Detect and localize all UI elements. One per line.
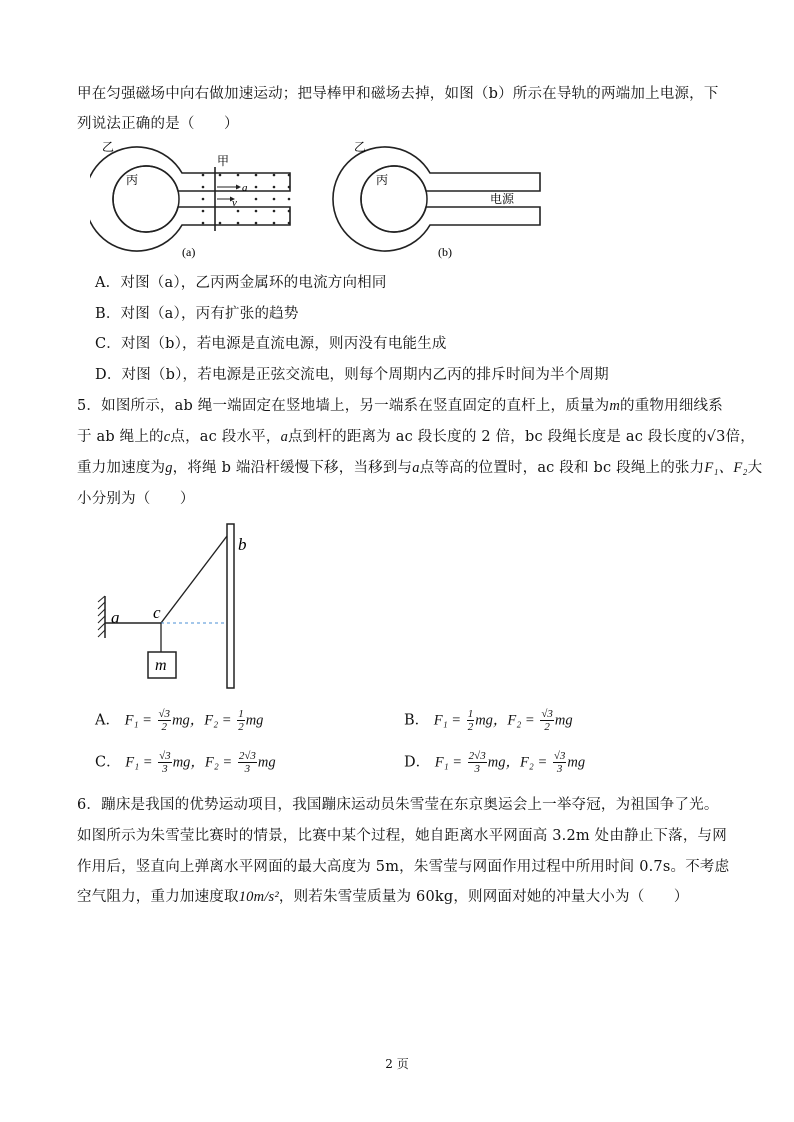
frac-den: 3 bbox=[162, 763, 168, 775]
q5-l3-g: g bbox=[165, 460, 173, 476]
option-a-frac-2 bbox=[237, 708, 245, 733]
q5-option-a bbox=[95, 708, 263, 733]
label-c: c bbox=[153, 603, 161, 622]
q5-option-b bbox=[404, 708, 573, 733]
q5-l3-text-2: ，将绳 b 端沿杆缓慢下移，当移到与 bbox=[172, 460, 413, 476]
q5-l3-text-3: 点等高的位置时，ac 段和 bc 段绳上的张力 bbox=[419, 460, 705, 476]
q5-l3-text: 重力加速度为 bbox=[77, 460, 166, 476]
label-a: a bbox=[111, 608, 120, 627]
frac-num: √3 bbox=[541, 708, 553, 720]
q4-option-a: A．对图（a），乙丙两金属环的电流方向相同 bbox=[95, 275, 387, 291]
q5-line-2 bbox=[77, 425, 755, 446]
option-d-frac-1 bbox=[468, 750, 487, 775]
option-c-f2: mg，F₂ = bbox=[172, 754, 233, 771]
q6-l4-text: 空气阻力，重力加速度取 bbox=[77, 889, 239, 905]
option-d-frac-2 bbox=[553, 750, 567, 775]
option-a-label: A． bbox=[95, 712, 120, 729]
option-b-frac-2 bbox=[540, 708, 554, 733]
label-source: 电源 bbox=[490, 192, 515, 206]
option-a-f1: F₁ = bbox=[124, 712, 152, 729]
q5-figure bbox=[95, 518, 255, 693]
q5-l2-c: c bbox=[163, 429, 171, 445]
label-b: b bbox=[238, 535, 247, 554]
q4-option-c: C．对图（b），若电源是直流电源，则丙没有电能生成 bbox=[95, 336, 447, 352]
q5-l2-text-3: 点到杆的距离为 ac 段长度的 2 倍，bc 段绳长度是 ac 段长度的√3倍， bbox=[288, 429, 755, 445]
page-number: 2 页 bbox=[385, 1057, 409, 1071]
q4-figure bbox=[90, 135, 550, 265]
q6-line-2: 如图所示为朱雪莹比赛时的情景，比赛中某个过程，她自距离水平网面高 3.2m 处由静止下落，与网 bbox=[77, 828, 727, 844]
option-a-end: mg bbox=[245, 712, 264, 729]
label-bing-a: 丙 bbox=[126, 173, 139, 187]
option-d-f1: F₁ = bbox=[434, 754, 463, 771]
q5-option-d bbox=[404, 750, 585, 775]
frac-num: 1 bbox=[467, 708, 474, 720]
caption-b: (b) bbox=[438, 245, 452, 259]
option-a-f2: mg，F₂ = bbox=[172, 712, 232, 729]
frac-den: 3 bbox=[244, 763, 251, 775]
q4-option-b: B．对图（a），丙有扩张的趋势 bbox=[95, 306, 299, 322]
frac-num: √3 bbox=[159, 750, 171, 762]
label-jia: 甲 bbox=[217, 154, 230, 168]
q6-line-3: 作用后，竖直向上弹离水平网面的最大高度为 5m，朱雪莹与网面作用过程中所用时间 0.7s。不考虑 bbox=[77, 859, 730, 875]
frac-den: 2 bbox=[161, 721, 168, 733]
frac-den: 3 bbox=[474, 763, 480, 775]
option-b-label: B． bbox=[404, 712, 430, 729]
q5-l3-f: F₁、F₂ bbox=[704, 460, 748, 476]
q6-l4-text-2: ，则若朱雪莹质量为 60kg，则网面对她的冲量大小为（ ） bbox=[278, 889, 689, 905]
frac-den: 3 bbox=[556, 763, 563, 775]
option-b-end: mg bbox=[554, 712, 573, 729]
label-vel: v bbox=[232, 197, 237, 209]
option-c-label: C． bbox=[95, 754, 121, 771]
option-d-label: D． bbox=[404, 754, 431, 771]
frac-den: 2 bbox=[544, 721, 550, 733]
q5-l2-text: 于 ab 绳上的 bbox=[77, 429, 164, 445]
option-c-frac-1 bbox=[158, 750, 172, 775]
q5-l3-text-4: 大 bbox=[747, 460, 763, 476]
option-d-end: mg bbox=[567, 754, 586, 771]
option-b-f2: mg，F₂ = bbox=[475, 712, 535, 729]
caption-a: (a) bbox=[182, 245, 196, 259]
q6-l4-gravity: 10m/s² bbox=[238, 889, 279, 905]
frac-den: 2 bbox=[467, 721, 474, 733]
q5-l1-m: m bbox=[609, 398, 621, 414]
q5-line-1 bbox=[77, 394, 723, 415]
q5-l1-text-2: 的重物用细线系 bbox=[620, 398, 723, 414]
frac-num: 2√3 bbox=[238, 750, 256, 762]
label-m: m bbox=[155, 657, 167, 674]
q5-l2-text-2: 点，ac 段水平， bbox=[170, 429, 281, 445]
frac-num: √3 bbox=[553, 750, 566, 762]
q6-line-4 bbox=[77, 885, 689, 906]
q5-l1-text: 5．如图所示，ab 绳一端固定在竖地墙上，另一端系在竖直固定的直杆上，质量为 bbox=[77, 398, 610, 414]
q6-line-1: 6．蹦床是我国的优势运动项目，我国蹦床运动员朱雪莹在东京奥运会上一举夺冠，为祖国争了光。 bbox=[77, 797, 719, 813]
q5-l2-a: a bbox=[280, 429, 289, 445]
frac-num: 1 bbox=[238, 708, 244, 720]
q5-option-c bbox=[95, 750, 276, 775]
figure-a bbox=[90, 140, 290, 259]
label-yi-b: 乙 bbox=[354, 140, 367, 154]
figure-b bbox=[333, 140, 540, 259]
q5-line-3 bbox=[77, 456, 762, 477]
option-c-end: mg bbox=[257, 754, 276, 771]
option-a-frac-1 bbox=[158, 708, 172, 733]
frac-den: 2 bbox=[238, 721, 244, 733]
label-bing-b: 丙 bbox=[376, 173, 389, 187]
q4-line-2: 列说法正确的是（ ） bbox=[77, 116, 239, 132]
option-b-frac-1 bbox=[467, 708, 475, 733]
option-b-f1: F₁ = bbox=[433, 712, 462, 729]
frac-num: 2√3 bbox=[468, 750, 486, 762]
option-c-frac-2 bbox=[238, 750, 257, 775]
q5-line-4: 小分别为（ ） bbox=[77, 491, 195, 507]
label-acc: a bbox=[242, 182, 248, 194]
frac-num: √3 bbox=[158, 708, 171, 720]
option-d-f2: mg，F₂ = bbox=[487, 754, 548, 771]
q5-l3-a: a bbox=[412, 460, 420, 476]
option-c-f1: F₁ = bbox=[125, 754, 153, 771]
q4-line-1: 甲在匀强磁场中向右做加速运动；把导棒甲和磁场去掉，如图（b）所示在导轨的两端加上电源，下 bbox=[77, 86, 719, 102]
label-yi-a: 乙 bbox=[102, 140, 115, 154]
q4-option-d: D．对图（b），若电源是正弦交流电，则每个周期内乙丙的排斥时间为半个周期 bbox=[95, 367, 609, 383]
